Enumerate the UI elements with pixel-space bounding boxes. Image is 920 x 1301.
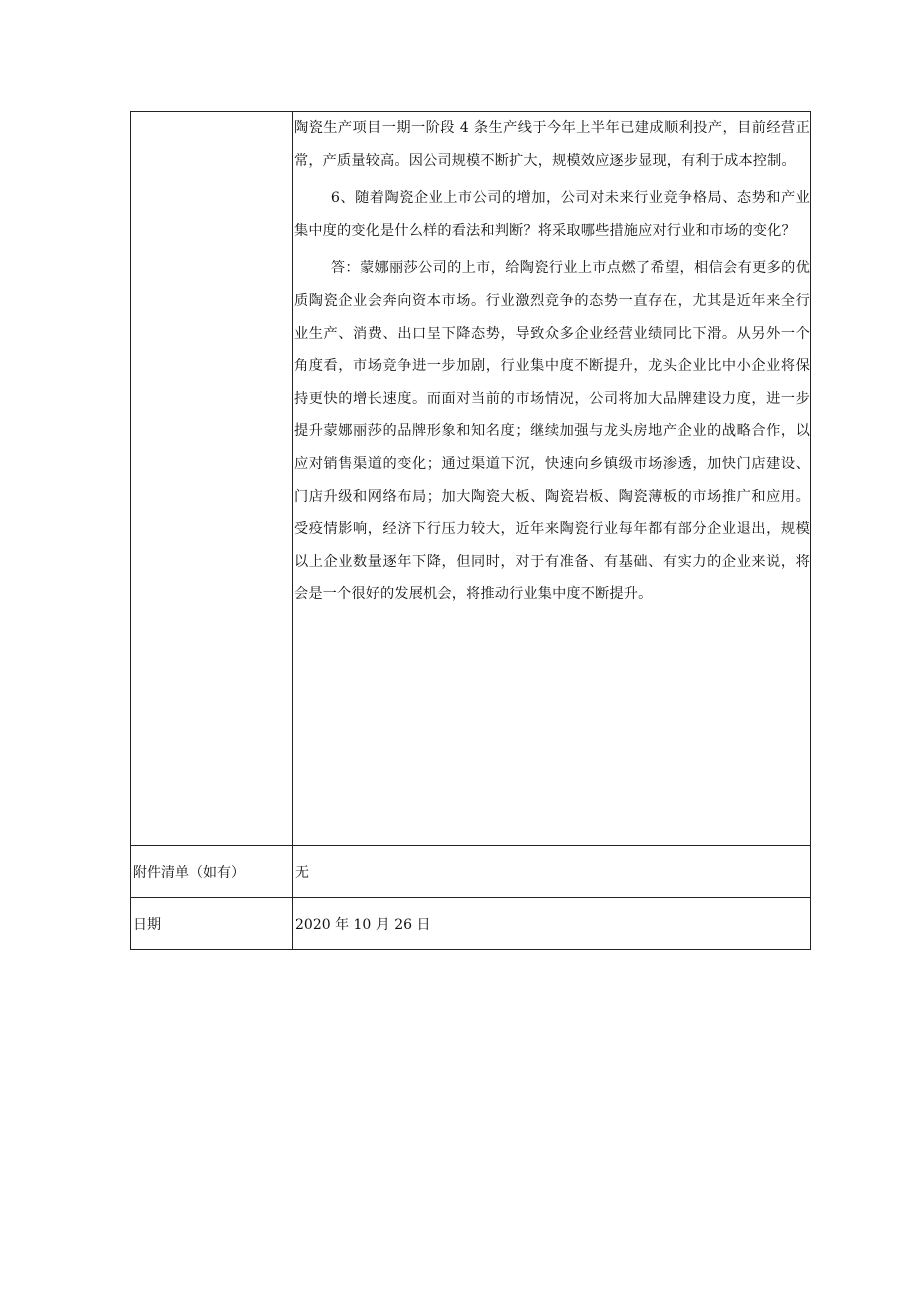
- attachments-value: 无: [293, 846, 811, 898]
- content-label-cell: [131, 112, 293, 846]
- attachments-row: [131, 846, 811, 898]
- date-label: 日期: [131, 898, 293, 950]
- paragraph-production-status: 陶瓷生产项目一期一阶段 4 条生产线于今年上半年已建成顺利投产，目前经营正常，产质量较高。因公司规模不断扩大，规模效应逐步显现，有利于成本控制。: [294, 120, 810, 169]
- content-cell: [293, 112, 811, 846]
- date-row: [131, 898, 811, 950]
- record-table: [130, 111, 811, 950]
- content-row: [131, 112, 811, 846]
- paragraph-answer-6: 答：蒙娜丽莎公司的上市，给陶瓷行业上市点燃了希望，相信会有更多的优质陶瓷企业会奔向资本市场。行业激烈竞争的态势一直存在，尤其是近年来全行业生产、消费、出口呈下降态势，导致众多企业经营业绩同比下滑。从另外一个角度看，市场竞争进一步加剧，行业集中度不断提升，龙头企业比中小企业将保持更快的增长速度。而面对当前的市场情况，公司将加大品牌建设力度，进一步提升蒙娜丽莎的品牌形象和知名度；继续加强与龙头房地产企业的战略合作，以应对销售渠道的变化；通过渠道下沉，快速向乡镇级市场渗透，加快门店建设、门店升级和网络布局；加大陶瓷大板、陶瓷岩板、陶瓷薄板的市场推广和应用。受疫情影响，经济下行压力较大，近年来陶瓷行业每年都有部分企业退出，规模以上企业数量逐年下降，但同时，对于有准备、有基础、有实力的企业来说，将会是一个很好的发展机会，将推动行业集中度不断提升。: [294, 260, 810, 603]
- attachments-label: 附件清单（如有）: [131, 846, 293, 898]
- date-value: 2020 年 10 月 26 日: [293, 898, 811, 950]
- paragraph-question-6: 6、随着陶瓷企业上市公司的增加，公司对未来行业竞争格局、态势和产业集中度的变化是什么样的看法和判断？将采取哪些措施应对行业和市场的变化？: [294, 190, 810, 239]
